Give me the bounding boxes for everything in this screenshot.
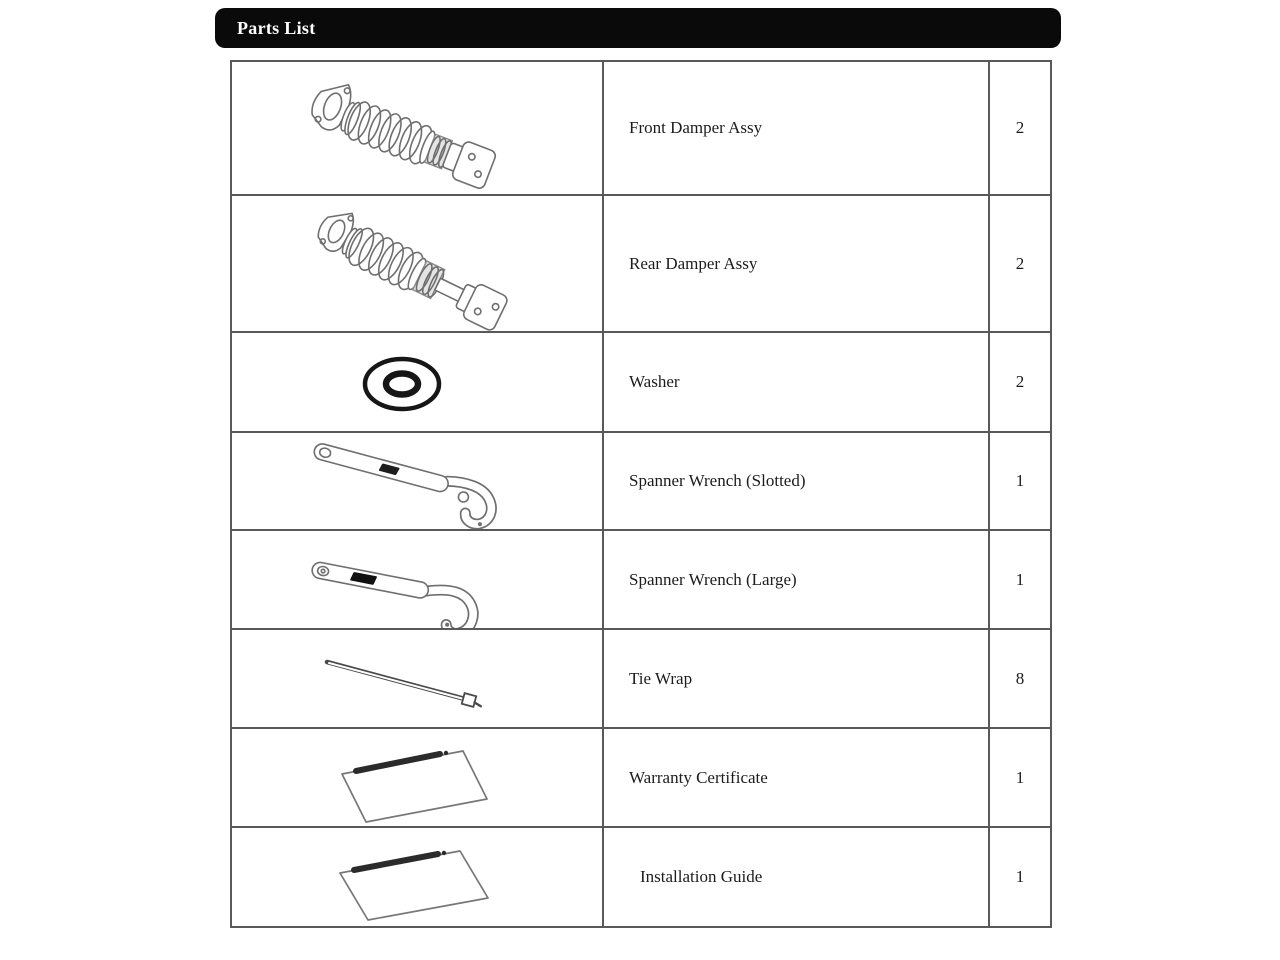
part-illustration-cell bbox=[232, 531, 604, 628]
part-illustration-cell bbox=[232, 433, 604, 529]
part-illustration-cell bbox=[232, 729, 604, 826]
part-name: Rear Damper Assy bbox=[629, 253, 758, 273]
part-illustration-cell bbox=[232, 828, 604, 926]
part-qty-cell bbox=[990, 630, 1050, 727]
part-qty-cell bbox=[990, 729, 1050, 826]
part-qty-cell bbox=[990, 828, 1050, 926]
part-qty-cell bbox=[990, 333, 1050, 431]
part-illustration-cell bbox=[232, 196, 604, 331]
part-illustration-cell bbox=[232, 630, 604, 727]
part-qty: 2 bbox=[1015, 253, 1025, 273]
table-row bbox=[232, 196, 1050, 333]
part-name: Spanner Wrench (Large) bbox=[629, 569, 797, 589]
part-name-cell bbox=[604, 196, 990, 331]
part-name: Tie Wrap bbox=[629, 668, 693, 688]
parts-table bbox=[230, 60, 1052, 928]
part-name: Front Damper Assy bbox=[629, 118, 763, 137]
table-row bbox=[232, 62, 1050, 196]
table-row bbox=[232, 729, 1050, 828]
part-qty: 8 bbox=[1015, 668, 1025, 688]
part-name: Spanner Wrench (Slotted) bbox=[629, 471, 806, 490]
part-name-cell bbox=[604, 62, 990, 194]
part-illustration-cell bbox=[232, 333, 604, 431]
part-qty: 2 bbox=[1015, 118, 1025, 137]
part-qty: 1 bbox=[1015, 569, 1025, 589]
part-name-cell bbox=[604, 333, 990, 431]
tie-wrap-illustration bbox=[232, 630, 602, 727]
part-qty: 1 bbox=[1015, 767, 1025, 787]
spanner-wrench-slotted-illustration bbox=[232, 433, 602, 529]
rear-damper-illustration bbox=[232, 196, 602, 331]
part-name-cell bbox=[604, 531, 990, 628]
table-row bbox=[232, 828, 1050, 926]
front-damper-illustration bbox=[232, 62, 602, 194]
part-name-cell bbox=[604, 729, 990, 826]
part-name: Installation Guide bbox=[640, 867, 763, 886]
part-name-cell bbox=[604, 630, 990, 727]
installation-guide-illustration bbox=[232, 828, 602, 926]
part-qty-cell bbox=[990, 531, 1050, 628]
part-qty: 2 bbox=[1015, 372, 1025, 391]
table-row bbox=[232, 630, 1050, 729]
part-qty-cell bbox=[990, 433, 1050, 529]
part-qty: 1 bbox=[1015, 471, 1025, 490]
part-name-cell bbox=[604, 828, 990, 926]
table-row bbox=[232, 333, 1050, 433]
page-title: Parts List bbox=[237, 17, 316, 38]
table-row bbox=[232, 531, 1050, 630]
parts-list-header bbox=[215, 8, 1061, 48]
part-illustration-cell bbox=[232, 62, 604, 194]
part-qty: 1 bbox=[1015, 867, 1025, 886]
part-name: Washer bbox=[629, 372, 680, 391]
table-row bbox=[232, 433, 1050, 531]
part-name: Warranty Certificate bbox=[629, 767, 768, 787]
spanner-wrench-large-illustration bbox=[232, 531, 602, 628]
part-qty-cell bbox=[990, 196, 1050, 331]
washer-illustration bbox=[232, 333, 602, 431]
warranty-certificate-illustration bbox=[232, 729, 602, 826]
part-qty-cell bbox=[990, 62, 1050, 194]
part-name-cell bbox=[604, 433, 990, 529]
